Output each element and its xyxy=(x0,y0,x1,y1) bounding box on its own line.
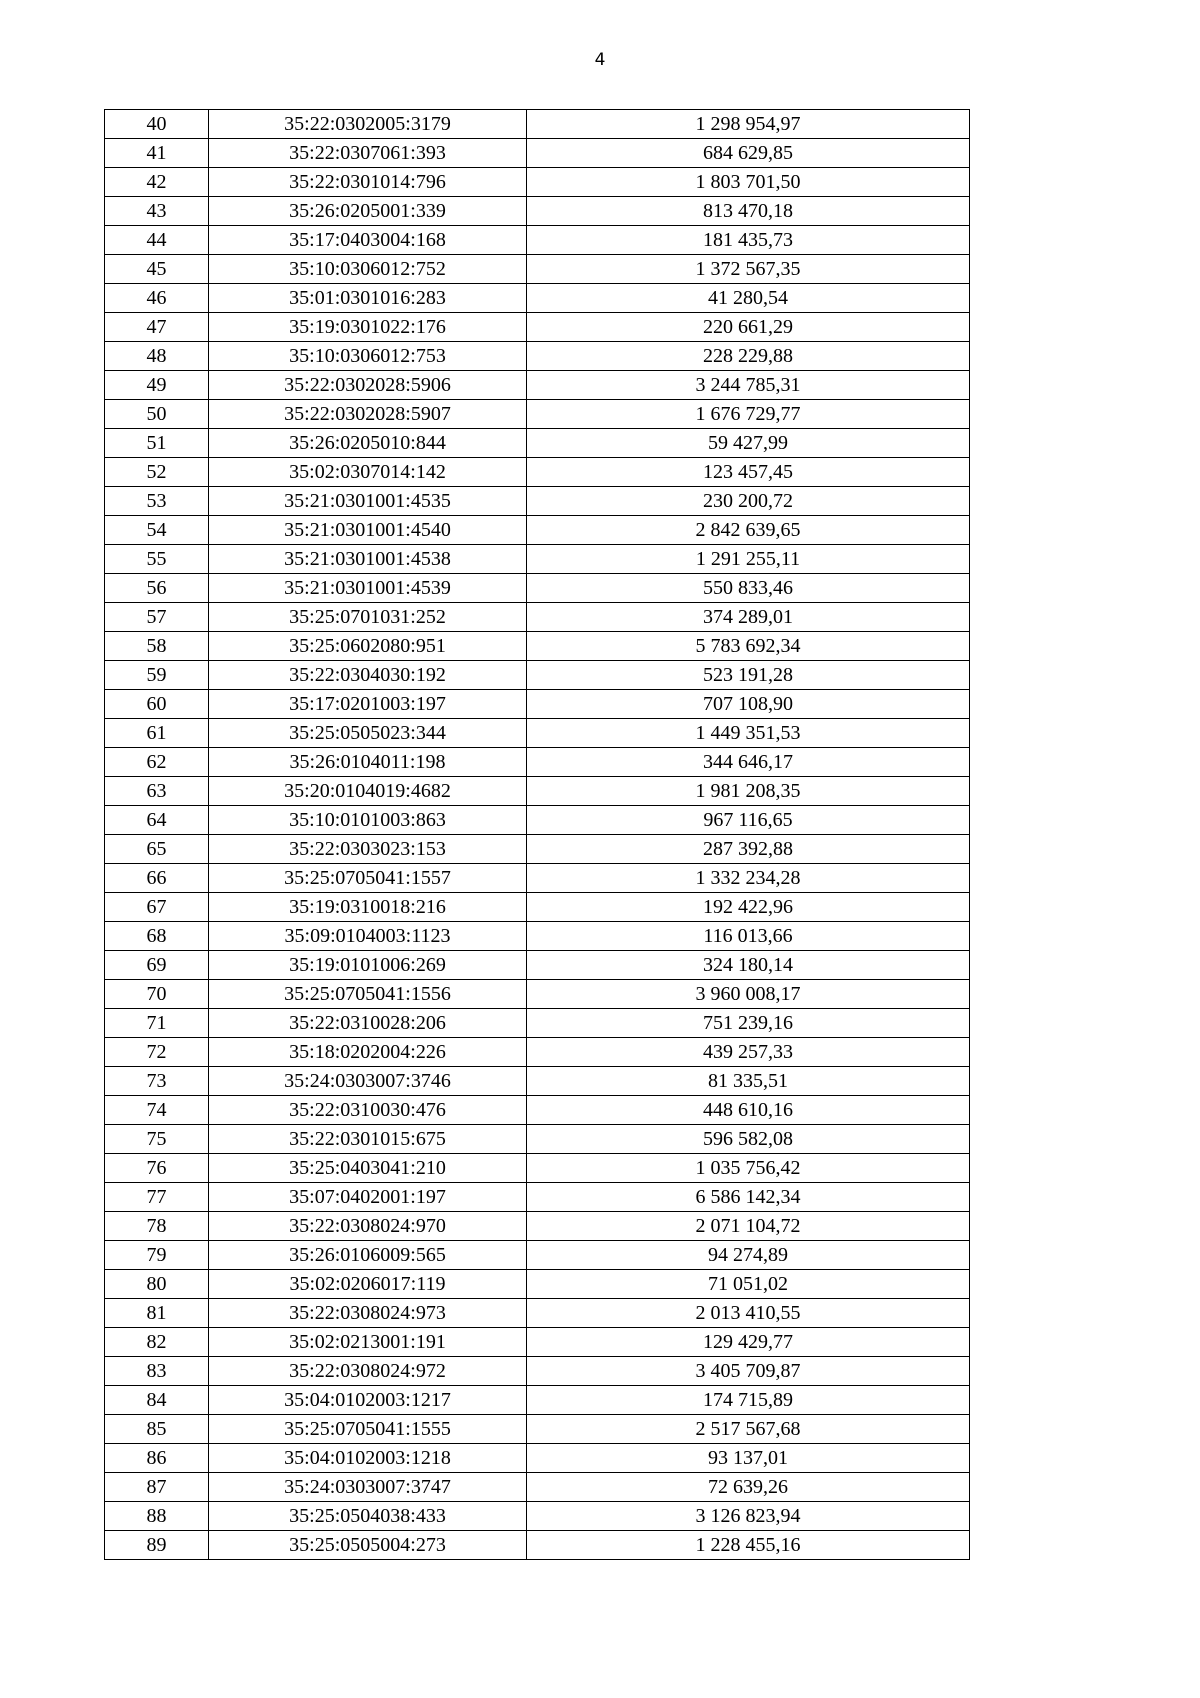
cadastral-number-cell: 35:22:0304030:192 xyxy=(209,661,527,690)
cadastral-value-cell: 751 239,16 xyxy=(527,1009,970,1038)
row-number-cell: 52 xyxy=(105,458,209,487)
table-row xyxy=(105,313,970,342)
cadastral-number-cell: 35:24:0303007:3746 xyxy=(209,1067,527,1096)
row-number-cell: 44 xyxy=(105,226,209,255)
page-number: 4 xyxy=(594,50,606,70)
cadastral-number-cell: 35:25:0505004:273 xyxy=(209,1531,527,1560)
cadastral-value-cell: 181 435,73 xyxy=(527,226,970,255)
row-number-cell: 85 xyxy=(105,1415,209,1444)
table-row xyxy=(105,1328,970,1357)
table-row xyxy=(105,1038,970,1067)
row-number-cell: 45 xyxy=(105,255,209,284)
cadastral-number-cell: 35:22:0308024:970 xyxy=(209,1212,527,1241)
row-number-cell: 65 xyxy=(105,835,209,864)
table-row xyxy=(105,1299,970,1328)
cadastral-value-cell: 707 108,90 xyxy=(527,690,970,719)
table-row xyxy=(105,1473,970,1502)
cadastral-number-cell: 35:21:0301001:4535 xyxy=(209,487,527,516)
cadastral-number-cell: 35:17:0201003:197 xyxy=(209,690,527,719)
cadastral-number-cell: 35:10:0306012:752 xyxy=(209,255,527,284)
row-number-cell: 75 xyxy=(105,1125,209,1154)
row-number-cell: 84 xyxy=(105,1386,209,1415)
cadastral-value-cell: 71 051,02 xyxy=(527,1270,970,1299)
table-body xyxy=(105,110,970,1560)
cadastral-number-cell: 35:22:0307061:393 xyxy=(209,139,527,168)
cadastral-value-cell: 81 335,51 xyxy=(527,1067,970,1096)
cadastral-number-cell: 35:22:0308024:972 xyxy=(209,1357,527,1386)
row-number-cell: 72 xyxy=(105,1038,209,1067)
cadastral-value-cell: 287 392,88 xyxy=(527,835,970,864)
cadastral-value-cell: 1 372 567,35 xyxy=(527,255,970,284)
table-row xyxy=(105,1096,970,1125)
row-number-cell: 54 xyxy=(105,516,209,545)
cadastral-value-cell: 174 715,89 xyxy=(527,1386,970,1415)
cadastral-value-table xyxy=(104,109,970,1560)
cadastral-value-cell: 813 470,18 xyxy=(527,197,970,226)
cadastral-value-cell: 228 229,88 xyxy=(527,342,970,371)
row-number-cell: 47 xyxy=(105,313,209,342)
cadastral-number-cell: 35:02:0206017:119 xyxy=(209,1270,527,1299)
table-row xyxy=(105,1183,970,1212)
cadastral-value-cell: 2 842 639,65 xyxy=(527,516,970,545)
cadastral-value-cell: 59 427,99 xyxy=(527,429,970,458)
cadastral-number-cell: 35:21:0301001:4540 xyxy=(209,516,527,545)
cadastral-number-cell: 35:22:0301015:675 xyxy=(209,1125,527,1154)
table-row xyxy=(105,748,970,777)
table-row xyxy=(105,516,970,545)
row-number-cell: 57 xyxy=(105,603,209,632)
cadastral-number-cell: 35:22:0301014:796 xyxy=(209,168,527,197)
cadastral-value-cell: 123 457,45 xyxy=(527,458,970,487)
cadastral-number-cell: 35:09:0104003:1123 xyxy=(209,922,527,951)
table-row xyxy=(105,1531,970,1560)
cadastral-value-cell: 230 200,72 xyxy=(527,487,970,516)
cadastral-number-cell: 35:25:0505023:344 xyxy=(209,719,527,748)
cadastral-number-cell: 35:22:0310028:206 xyxy=(209,1009,527,1038)
row-number-cell: 51 xyxy=(105,429,209,458)
table-row xyxy=(105,835,970,864)
cadastral-number-cell: 35:19:0301022:176 xyxy=(209,313,527,342)
row-number-cell: 50 xyxy=(105,400,209,429)
row-number-cell: 78 xyxy=(105,1212,209,1241)
cadastral-value-cell: 374 289,01 xyxy=(527,603,970,632)
row-number-cell: 68 xyxy=(105,922,209,951)
cadastral-value-cell: 41 280,54 xyxy=(527,284,970,313)
row-number-cell: 81 xyxy=(105,1299,209,1328)
table-row xyxy=(105,893,970,922)
table-row xyxy=(105,719,970,748)
cadastral-value-cell: 439 257,33 xyxy=(527,1038,970,1067)
cadastral-value-cell: 1 035 756,42 xyxy=(527,1154,970,1183)
table-row xyxy=(105,545,970,574)
row-number-cell: 82 xyxy=(105,1328,209,1357)
cadastral-number-cell: 35:26:0205010:844 xyxy=(209,429,527,458)
table-row xyxy=(105,110,970,139)
table-row xyxy=(105,168,970,197)
row-number-cell: 64 xyxy=(105,806,209,835)
table-row xyxy=(105,429,970,458)
cadastral-value-cell: 6 586 142,34 xyxy=(527,1183,970,1212)
cadastral-number-cell: 35:10:0306012:753 xyxy=(209,342,527,371)
cadastral-number-cell: 35:25:0403041:210 xyxy=(209,1154,527,1183)
table-row xyxy=(105,139,970,168)
cadastral-value-cell: 2 013 410,55 xyxy=(527,1299,970,1328)
row-number-cell: 59 xyxy=(105,661,209,690)
row-number-cell: 76 xyxy=(105,1154,209,1183)
cadastral-number-cell: 35:22:0302005:3179 xyxy=(209,110,527,139)
cadastral-number-cell: 35:25:0705041:1555 xyxy=(209,1415,527,1444)
cadastral-value-cell: 1 803 701,50 xyxy=(527,168,970,197)
cadastral-value-cell: 129 429,77 xyxy=(527,1328,970,1357)
table-row xyxy=(105,1502,970,1531)
cadastral-value-cell: 3 126 823,94 xyxy=(527,1502,970,1531)
cadastral-number-cell: 35:22:0308024:973 xyxy=(209,1299,527,1328)
row-number-cell: 48 xyxy=(105,342,209,371)
table-row xyxy=(105,574,970,603)
table-row xyxy=(105,777,970,806)
cadastral-number-cell: 35:19:0101006:269 xyxy=(209,951,527,980)
table-row xyxy=(105,603,970,632)
cadastral-number-cell: 35:01:0301016:283 xyxy=(209,284,527,313)
cadastral-number-cell: 35:20:0104019:4682 xyxy=(209,777,527,806)
table-row xyxy=(105,980,970,1009)
row-number-cell: 55 xyxy=(105,545,209,574)
row-number-cell: 61 xyxy=(105,719,209,748)
cadastral-value-cell: 448 610,16 xyxy=(527,1096,970,1125)
row-number-cell: 40 xyxy=(105,110,209,139)
table-row xyxy=(105,806,970,835)
row-number-cell: 73 xyxy=(105,1067,209,1096)
row-number-cell: 86 xyxy=(105,1444,209,1473)
cadastral-number-cell: 35:25:0705041:1556 xyxy=(209,980,527,1009)
cadastral-value-cell: 1 676 729,77 xyxy=(527,400,970,429)
table-row xyxy=(105,864,970,893)
cadastral-value-cell: 684 629,85 xyxy=(527,139,970,168)
row-number-cell: 43 xyxy=(105,197,209,226)
table-row xyxy=(105,458,970,487)
table-row xyxy=(105,690,970,719)
row-number-cell: 80 xyxy=(105,1270,209,1299)
cadastral-value-cell: 1 298 954,97 xyxy=(527,110,970,139)
cadastral-number-cell: 35:26:0106009:565 xyxy=(209,1241,527,1270)
row-number-cell: 56 xyxy=(105,574,209,603)
table-row xyxy=(105,342,970,371)
cadastral-number-cell: 35:22:0302028:5907 xyxy=(209,400,527,429)
cadastral-value-cell: 2 071 104,72 xyxy=(527,1212,970,1241)
row-number-cell: 63 xyxy=(105,777,209,806)
table-row xyxy=(105,1212,970,1241)
cadastral-value-cell: 116 013,66 xyxy=(527,922,970,951)
cadastral-value-cell: 523 191,28 xyxy=(527,661,970,690)
table-row xyxy=(105,284,970,313)
cadastral-number-cell: 35:22:0303023:153 xyxy=(209,835,527,864)
row-number-cell: 71 xyxy=(105,1009,209,1038)
cadastral-number-cell: 35:04:0102003:1217 xyxy=(209,1386,527,1415)
row-number-cell: 69 xyxy=(105,951,209,980)
table-row xyxy=(105,1357,970,1386)
cadastral-number-cell: 35:18:0202004:226 xyxy=(209,1038,527,1067)
row-number-cell: 87 xyxy=(105,1473,209,1502)
cadastral-number-cell: 35:26:0205001:339 xyxy=(209,197,527,226)
cadastral-number-cell: 35:24:0303007:3747 xyxy=(209,1473,527,1502)
cadastral-number-cell: 35:21:0301001:4539 xyxy=(209,574,527,603)
cadastral-value-cell: 1 228 455,16 xyxy=(527,1531,970,1560)
row-number-cell: 42 xyxy=(105,168,209,197)
cadastral-value-cell: 1 449 351,53 xyxy=(527,719,970,748)
cadastral-number-cell: 35:07:0402001:197 xyxy=(209,1183,527,1212)
cadastral-number-cell: 35:22:0302028:5906 xyxy=(209,371,527,400)
cadastral-number-cell: 35:25:0602080:951 xyxy=(209,632,527,661)
table-row xyxy=(105,487,970,516)
table-row xyxy=(105,1241,970,1270)
table-row xyxy=(105,922,970,951)
cadastral-value-cell: 324 180,14 xyxy=(527,951,970,980)
row-number-cell: 41 xyxy=(105,139,209,168)
row-number-cell: 70 xyxy=(105,980,209,1009)
row-number-cell: 83 xyxy=(105,1357,209,1386)
table-row xyxy=(105,632,970,661)
cadastral-number-cell: 35:25:0504038:433 xyxy=(209,1502,527,1531)
cadastral-value-cell: 3 960 008,17 xyxy=(527,980,970,1009)
row-number-cell: 67 xyxy=(105,893,209,922)
cadastral-value-cell: 93 137,01 xyxy=(527,1444,970,1473)
row-number-cell: 60 xyxy=(105,690,209,719)
cadastral-number-cell: 35:21:0301001:4538 xyxy=(209,545,527,574)
cadastral-value-cell: 220 661,29 xyxy=(527,313,970,342)
table-row xyxy=(105,226,970,255)
table-row xyxy=(105,1154,970,1183)
row-number-cell: 79 xyxy=(105,1241,209,1270)
table-row xyxy=(105,1444,970,1473)
table-row xyxy=(105,197,970,226)
cadastral-number-cell: 35:17:0403004:168 xyxy=(209,226,527,255)
row-number-cell: 66 xyxy=(105,864,209,893)
cadastral-value-cell: 550 833,46 xyxy=(527,574,970,603)
cadastral-number-cell: 35:25:0705041:1557 xyxy=(209,864,527,893)
row-number-cell: 49 xyxy=(105,371,209,400)
cadastral-number-cell: 35:22:0310030:476 xyxy=(209,1096,527,1125)
cadastral-value-cell: 2 517 567,68 xyxy=(527,1415,970,1444)
cadastral-value-cell: 5 783 692,34 xyxy=(527,632,970,661)
cadastral-number-cell: 35:25:0701031:252 xyxy=(209,603,527,632)
row-number-cell: 77 xyxy=(105,1183,209,1212)
cadastral-number-cell: 35:02:0213001:191 xyxy=(209,1328,527,1357)
cadastral-value-cell: 596 582,08 xyxy=(527,1125,970,1154)
table-row xyxy=(105,1415,970,1444)
cadastral-value-cell: 94 274,89 xyxy=(527,1241,970,1270)
cadastral-number-cell: 35:10:0101003:863 xyxy=(209,806,527,835)
table-row xyxy=(105,1067,970,1096)
cadastral-value-cell: 967 116,65 xyxy=(527,806,970,835)
cadastral-number-cell: 35:02:0307014:142 xyxy=(209,458,527,487)
row-number-cell: 62 xyxy=(105,748,209,777)
cadastral-value-cell: 192 422,96 xyxy=(527,893,970,922)
cadastral-value-cell: 1 291 255,11 xyxy=(527,545,970,574)
cadastral-value-cell: 3 405 709,87 xyxy=(527,1357,970,1386)
cadastral-value-cell: 1 332 234,28 xyxy=(527,864,970,893)
table-row xyxy=(105,255,970,284)
table-row xyxy=(105,1009,970,1038)
table-row xyxy=(105,400,970,429)
cadastral-value-cell: 344 646,17 xyxy=(527,748,970,777)
cadastral-value-cell: 3 244 785,31 xyxy=(527,371,970,400)
table-row xyxy=(105,1386,970,1415)
cadastral-value-cell: 72 639,26 xyxy=(527,1473,970,1502)
cadastral-number-cell: 35:19:0310018:216 xyxy=(209,893,527,922)
row-number-cell: 46 xyxy=(105,284,209,313)
row-number-cell: 89 xyxy=(105,1531,209,1560)
row-number-cell: 58 xyxy=(105,632,209,661)
cadastral-number-cell: 35:04:0102003:1218 xyxy=(209,1444,527,1473)
table-row xyxy=(105,371,970,400)
cadastral-number-cell: 35:26:0104011:198 xyxy=(209,748,527,777)
row-number-cell: 74 xyxy=(105,1096,209,1125)
table-row xyxy=(105,1125,970,1154)
table-row xyxy=(105,1270,970,1299)
row-number-cell: 53 xyxy=(105,487,209,516)
table-row xyxy=(105,951,970,980)
table-row xyxy=(105,661,970,690)
cadastral-value-cell: 1 981 208,35 xyxy=(527,777,970,806)
row-number-cell: 88 xyxy=(105,1502,209,1531)
